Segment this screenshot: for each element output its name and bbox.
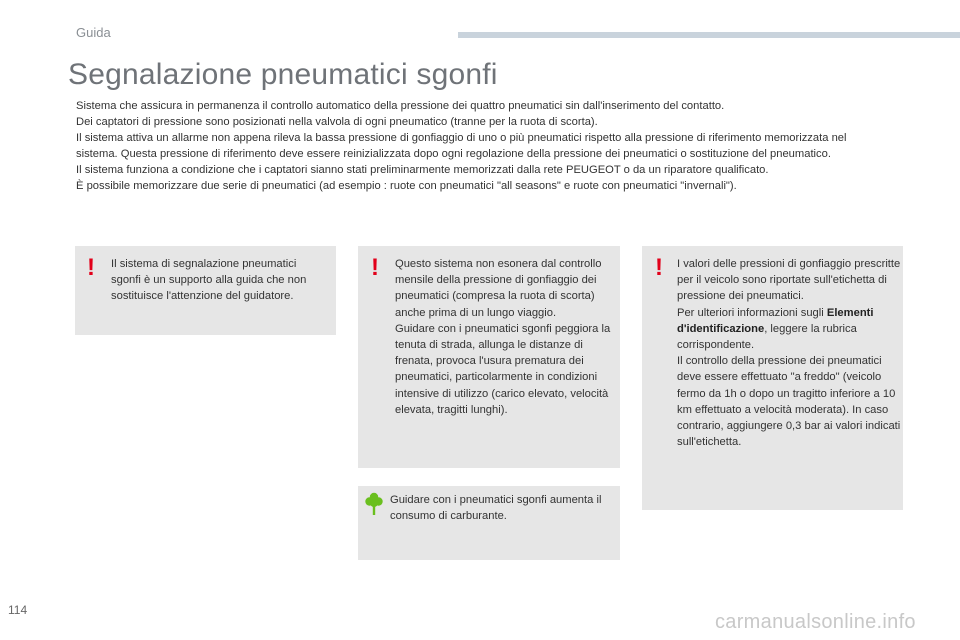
warning-text: I valori delle pressioni di gonfiaggio prescritte per il veicolo sono riportate sull'etichetta di pressione dei pneumatici.: [677, 258, 901, 303]
warning-text: Guidare con i pneumatici sgonfi peggiora la tenuta di strada, allunga le distanze di frenata, provoca l'usura prematura dei pneumatici, particolarmente in condizioni intensive di utilizzo (carico elevato, velocità elevata, tragitti lunghi).: [395, 322, 611, 416]
warning-text: Il controllo della pressione dei pneumatici deve essere effettuato "a freddo" (veicolo fermo da 1h o dopo un tragitto inferiore a 10 km effettuato a velocità moderata). In caso contrario, aggiungere 0,3 bar ai valori indicati sull'etichetta.: [677, 355, 901, 449]
intro-paragraph: Il sistema funziona a condizione che i captatori sianno stati preliminarmente memorizzati dalla rete PEUGEOT o da un riparatore qualificato.: [76, 164, 769, 176]
warning-note-box: [75, 246, 336, 335]
warning-text-segment: Per ulteriori informazioni sugli: [677, 306, 827, 319]
watermark: carmanualsonline.info: [715, 611, 916, 633]
warning-note-box: [358, 246, 620, 468]
warning-note-box: [642, 246, 903, 510]
cross-reference-link: Elementi d'identificazione: [677, 306, 874, 335]
warning-text: Il sistema di segnalazione pneumatici sgonfi è un supporto alla guida che non sostituisce l'attenzione del guidatore.: [111, 258, 307, 303]
header-bar: [458, 32, 960, 38]
page-title: Segnalazione pneumatici sgonfi: [68, 58, 498, 91]
intro-paragraph: Il sistema attiva un allarme non appena rileva la bassa pressione di gonfiaggio di uno o più pneumatici rispetto alla pressione di riferimento memorizzata nel sistema. Questa pressione di riferimento deve essere reinizializzata dopo ogni regolazione della pressione dei pneumatici o sostituzione del pneumatico.: [76, 132, 847, 160]
exclamation-icon: !: [87, 254, 95, 281]
eco-text: Guidare con i pneumatici sgonfi aumenta il consumo di carburante.: [390, 494, 602, 523]
eco-note-box: [358, 486, 620, 560]
warning-text-segment: , leggere la rubrica corrispondente.: [677, 322, 857, 352]
header-section-label: Guida: [76, 25, 111, 40]
warning-text: [677, 305, 901, 354]
intro-paragraph: Dei captatori di pressione sono posizionati nella valvola di ogni pneumatico (tranne per la ruota di scorta).: [76, 116, 598, 128]
exclamation-icon: !: [371, 254, 379, 281]
intro-paragraph: Sistema che assicura in permanenza il controllo automatico della pressione dei quattro pneumatici sin dall'inserimento del contatto.: [76, 100, 725, 112]
tree-icon: [365, 492, 383, 516]
exclamation-icon: !: [655, 254, 663, 281]
warning-text: Questo sistema non esonera dal controllo mensile della pressione di gonfiaggio dei pneumatici (compresa la ruota di scorta) anche prima di un lungo viaggio.: [395, 258, 602, 319]
intro-paragraph: È possibile memorizzare due serie di pneumatici (ad esempio : ruote con pneumatici "all seasons" e ruote con pneumatici "invernali").: [76, 180, 737, 192]
page-number: 114: [8, 603, 28, 617]
intro-text: [76, 98, 866, 194]
